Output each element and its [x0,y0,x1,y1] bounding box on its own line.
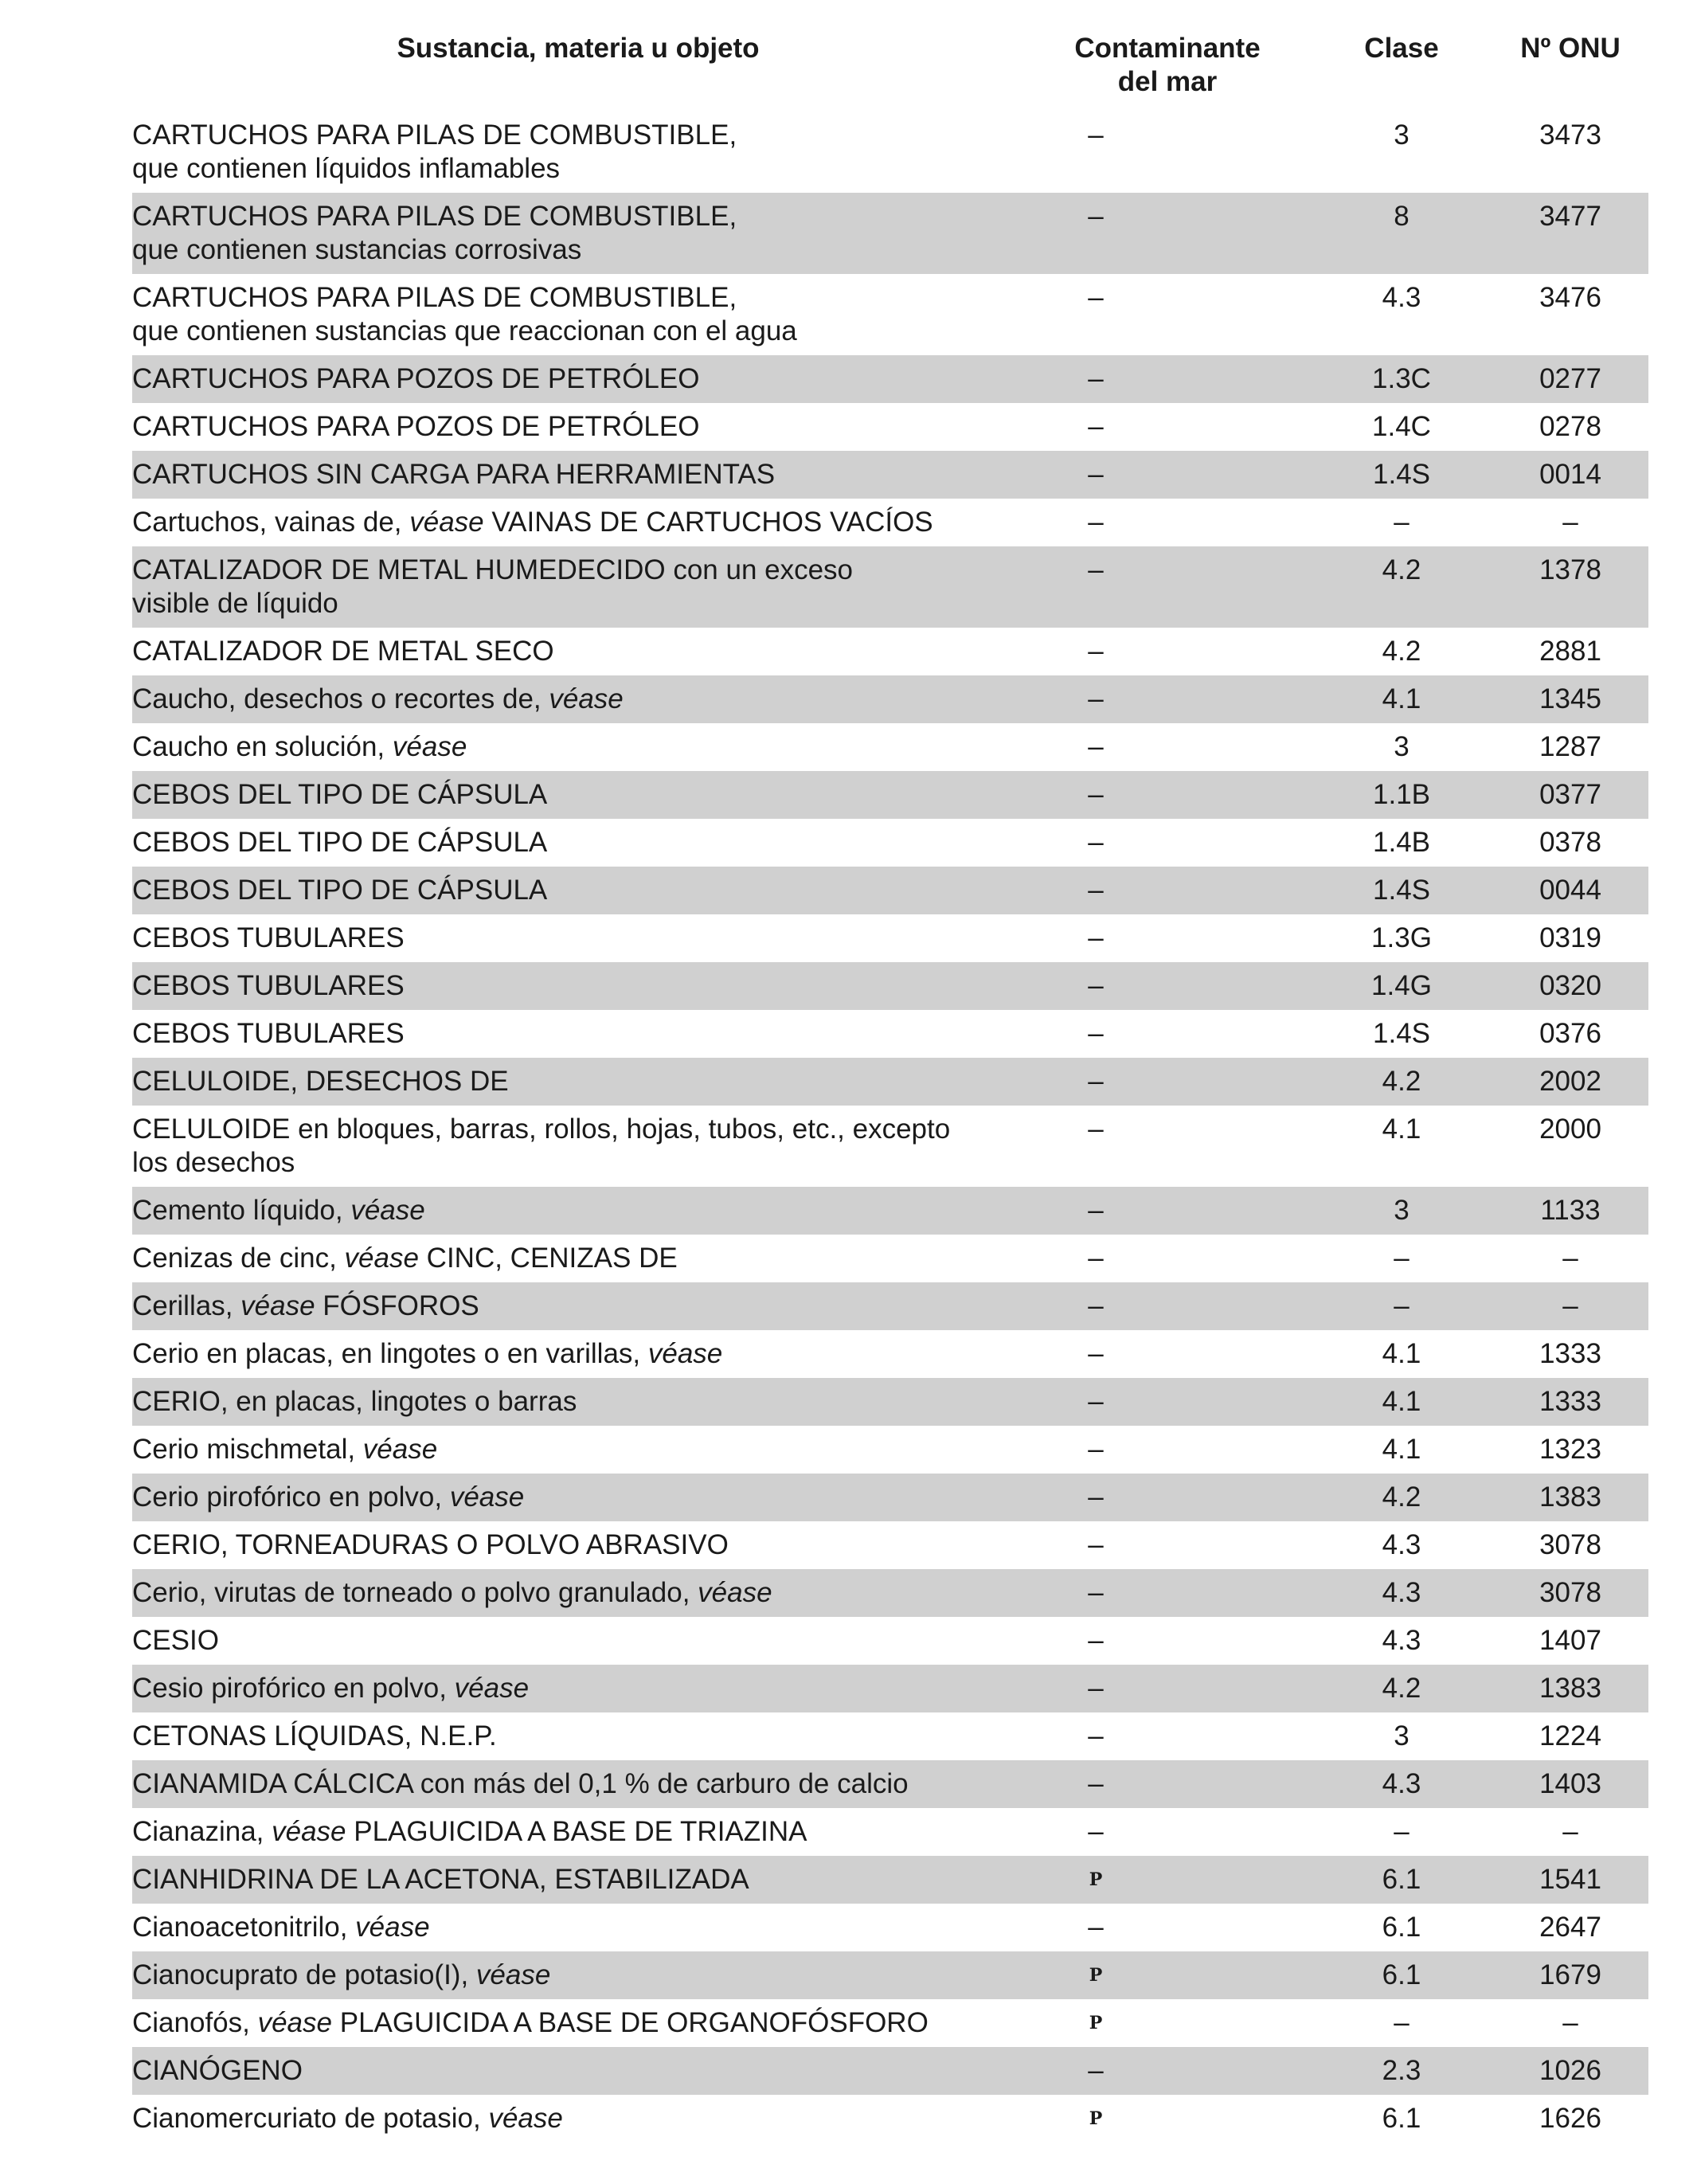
class-cell: 3 [1394,119,1410,151]
marine-pollutant-cell: – [1088,507,1104,538]
marine-pollutant-cell: – [1088,1673,1104,1704]
table-row [132,193,1648,274]
substance-text: PLAGUICIDA A BASE DE ORGANOFÓSFORO [332,2007,929,2038]
marine-pollutant-cell: – [1088,1018,1104,1049]
marine-pollutant-cell: – [1088,970,1104,1001]
un-number-cell: 1345 [1539,683,1601,714]
class-cell: 6.1 [1382,1912,1421,1943]
substance-cell [132,635,1008,668]
substance-cell [132,1242,1008,1275]
class-cell: 4.1 [1382,1434,1421,1465]
table-row [132,1330,1648,1378]
substance-text: VAINAS DE CARTUCHOS VACÍOS [483,507,933,538]
substance-cell [132,1290,1008,1323]
substance-text: Caucho en solución, [132,731,393,762]
table-row [132,1999,1648,2047]
see-reference: véase [488,2103,563,2134]
un-number-cell: – [1562,1290,1578,1321]
marine-pollutant-cell: – [1088,636,1104,667]
marine-pollutant-cell: – [1088,411,1104,442]
marine-pollutant-cell: – [1088,1481,1104,1513]
substance-cell [132,2006,1008,2040]
table-row [132,451,1648,499]
un-number-cell: 0377 [1539,779,1601,810]
substance-cell [132,506,1008,539]
marine-pollutant-cell: – [1088,1290,1104,1321]
table-row [132,819,1648,867]
substance-cell [132,1576,1008,1610]
marine-pollutant-cell: – [1088,1720,1104,1752]
un-number-cell: – [1562,1243,1578,1274]
substance-cell [132,2054,1008,2088]
un-number-cell: 1378 [1539,554,1601,585]
substance-text: Cianoacetonitrilo, [132,1912,356,1943]
un-number-cell: 2881 [1539,636,1601,667]
class-cell: 4.1 [1382,1386,1421,1417]
substance-text: FÓSFOROS [315,1290,479,1321]
substance-cell [132,683,1008,716]
substance-cell [132,778,1008,812]
class-cell: 4.2 [1382,1673,1421,1704]
un-number-cell: 0320 [1539,970,1601,1001]
class-cell: 4.2 [1382,1066,1421,1097]
un-number-cell: 3476 [1539,282,1601,313]
marine-pollutant-cell: – [1088,1816,1104,1847]
un-number-cell: – [1562,1816,1578,1847]
marine-pollutant-cell: – [1088,554,1104,585]
marine-pollutant-cell: – [1088,201,1104,232]
substance-text: Cesio pirofórico en polvo, [132,1673,455,1704]
class-cell: 8 [1394,201,1410,232]
table-header [132,32,1648,108]
table-row [132,112,1648,193]
substance-text: CEBOS TUBULARES [132,970,405,1001]
class-cell: 4.3 [1382,282,1421,313]
substance-cell [132,1767,1008,1801]
substance-cell [132,826,1008,859]
un-number-cell: – [1562,2007,1578,2038]
marine-pollutant-cell: – [1088,1114,1104,1145]
class-cell: 2.3 [1382,2055,1421,2086]
table-row [132,1904,1648,1951]
substance-text: CEBOS DEL TIPO DE CÁPSULA [132,779,548,810]
substance-cell [132,458,1008,491]
see-reference: véase [449,1481,525,1513]
substance-text: Cianofós, [132,2007,258,2038]
substance-text: CIANÓGENO [132,2055,303,2086]
substance-cell [132,1815,1008,1849]
class-cell: 1.3G [1371,922,1432,953]
substance-text: Cerio mischmetal, [132,1434,363,1465]
marine-pollutant-cell: – [1088,1912,1104,1943]
table-row [132,499,1648,546]
un-number-cell: 1333 [1539,1386,1601,1417]
substance-text: CELULOIDE, DESECHOS DE [132,1066,509,1097]
substance-cell [132,1194,1008,1227]
substance-text: CEBOS DEL TIPO DE CÁPSULA [132,827,548,858]
substance-text: Cartuchos, vainas de, [132,507,410,538]
table-row [132,1712,1648,1760]
header-marine-pollutant: Contaminante del mar [1074,33,1261,97]
see-reference: véase [647,1338,723,1369]
table-row [132,1856,1648,1904]
class-cell: 4.2 [1382,554,1421,585]
class-cell: 4.1 [1382,1338,1421,1369]
substance-cell [132,1481,1008,1514]
substance-cell [132,730,1008,764]
class-cell: 6.1 [1382,2103,1421,2134]
un-number-cell: 1287 [1539,731,1601,762]
table-row [132,1282,1648,1330]
substance-cell [132,1113,1008,1180]
table-row [132,1617,1648,1665]
class-cell: 1.4S [1373,875,1430,906]
marine-pollutant-cell: – [1088,1577,1104,1608]
un-number-cell: 2000 [1539,1114,1601,1145]
see-reference: véase [350,1195,425,1226]
un-number-cell: 1626 [1539,2103,1601,2134]
class-cell: 4.2 [1382,636,1421,667]
un-number-cell: 0277 [1539,363,1601,394]
un-number-cell: 3477 [1539,201,1601,232]
see-reference: véase [475,1959,551,1990]
substance-text: CATALIZADOR DE METAL SECO [132,636,554,667]
table-row [132,355,1648,403]
class-cell: 1.3C [1372,363,1431,394]
class-cell: 4.3 [1382,1529,1421,1560]
un-number-cell: 2647 [1539,1912,1601,1943]
marine-pollutant-cell: – [1088,363,1104,394]
class-cell: 3 [1394,1720,1410,1752]
substance-text: CARTUCHOS SIN CARGA PARA HERRAMIENTAS [132,459,776,490]
substance-cell [132,410,1008,444]
table-row [132,1808,1648,1856]
substance-cell [132,1863,1008,1896]
substance-text: CEBOS TUBULARES [132,922,405,953]
table-row [132,403,1648,451]
marine-pollutant-cell: – [1088,827,1104,858]
substance-text: CIANHIDRINA DE LA ACETONA, ESTABILIZADA [132,1864,749,1895]
see-reference: véase [392,731,467,762]
substance-cell [132,1720,1008,1753]
table-row [132,1426,1648,1474]
marine-pollutant-cell: – [1088,1386,1104,1417]
class-cell: – [1394,2007,1410,2038]
table-row [132,723,1648,771]
class-cell: 1.4S [1373,1018,1430,1049]
substance-line1: CARTUCHOS PARA PILAS DE COMBUSTIBLE, [132,201,737,232]
un-number-cell: 3078 [1539,1529,1601,1560]
un-number-cell: 1679 [1539,1959,1601,1990]
class-cell: 1.4S [1373,459,1430,490]
substance-line2: que contienen sustancias corrosivas [132,234,582,265]
substance-cell [132,1337,1008,1371]
un-number-cell: 1224 [1539,1720,1601,1752]
un-number-cell: 1383 [1539,1481,1601,1513]
un-number-cell: 3078 [1539,1577,1601,1608]
substance-text: CERIO, en placas, lingotes o barras [132,1386,577,1417]
table-row [132,1521,1648,1569]
marine-pollutant-cell: – [1088,2055,1104,2086]
marine-pollutant-cell: P [1089,1965,1103,1986]
substance-text: Cerio pirofórico en polvo, [132,1481,450,1513]
table-row [132,1058,1648,1106]
header-un-number: Nº ONU [1520,33,1621,64]
class-cell: – [1394,1816,1410,1847]
substance-text: CINC, CENIZAS DE [418,1243,678,1274]
marine-pollutant-cell: P [1089,2108,1103,2129]
substance-text: Caucho, desechos o recortes de, [132,683,549,714]
substance-text: PLAGUICIDA A BASE DE TRIAZINA [346,1816,807,1847]
substance-text: Cerio, virutas de torneado o polvo granulado, [132,1577,698,1608]
marine-pollutant-cell: – [1088,1195,1104,1226]
marine-pollutant-cell: – [1088,1434,1104,1465]
substance-cell [132,969,1008,1003]
table-row [132,867,1648,914]
substance-text: Cemento líquido, [132,1195,351,1226]
substance-cell [132,1385,1008,1419]
marine-pollutant-cell: – [1088,779,1104,810]
table-row [132,1665,1648,1712]
class-cell: 1.4G [1371,970,1432,1001]
marine-pollutant-cell: – [1088,1243,1104,1274]
un-number-cell: 1323 [1539,1434,1601,1465]
substance-text: Cerillas, [132,1290,241,1321]
class-cell: 4.2 [1382,1481,1421,1513]
un-number-cell: 1026 [1539,2055,1601,2086]
header-class: Clase [1364,33,1439,64]
table-row [132,675,1648,723]
table-row [132,914,1648,962]
table-row [132,274,1648,355]
marine-pollutant-cell: – [1088,1768,1104,1799]
class-cell: 4.1 [1382,683,1421,714]
see-reference: véase [454,1673,530,1704]
substance-text: CEBOS DEL TIPO DE CÁPSULA [132,875,548,906]
marine-pollutant-cell: – [1088,1338,1104,1369]
substance-line1: CELULOIDE en bloques, barras, rollos, hojas, tubos, etc., excepto [132,1114,951,1145]
un-number-cell: 1407 [1539,1625,1601,1656]
marine-pollutant-cell: – [1088,1529,1104,1560]
un-number-cell: 1403 [1539,1768,1601,1799]
substance-text: Cenizas de cinc, [132,1243,345,1274]
substance-cell [132,1911,1008,1944]
table-row [132,1187,1648,1235]
substance-text: CARTUCHOS PARA POZOS DE PETRÓLEO [132,411,700,442]
table-row [132,1010,1648,1058]
substance-cell [132,2102,1008,2135]
marine-pollutant-cell: – [1088,731,1104,762]
class-cell: – [1394,507,1410,538]
un-number-cell: – [1562,507,1578,538]
marine-pollutant-cell: – [1088,119,1104,151]
substance-cell [132,1017,1008,1051]
substance-cell [132,1672,1008,1705]
see-reference: véase [355,1912,430,1943]
substance-text: CESIO [132,1625,219,1656]
un-number-cell: 1333 [1539,1338,1601,1369]
substance-cell [132,922,1008,955]
class-cell: 1.4B [1373,827,1430,858]
substance-line1: CARTUCHOS PARA PILAS DE COMBUSTIBLE, [132,282,737,313]
marine-pollutant-cell: – [1088,922,1104,953]
see-reference: véase [240,1290,315,1321]
substance-text: Cianomercuriato de potasio, [132,2103,489,2134]
substance-line2: los desechos [132,1147,295,1178]
class-cell: 6.1 [1382,1864,1421,1895]
substance-text: Cerio en placas, en lingotes o en varillas, [132,1338,648,1369]
class-cell: 1.1B [1373,779,1430,810]
table-row [132,2095,1648,2143]
substance-cell [132,362,1008,396]
substance-text: CERIO, TORNEADURAS O POLVO ABRASIVO [132,1529,729,1560]
marine-pollutant-cell: – [1088,459,1104,490]
marine-pollutant-cell: – [1088,1066,1104,1097]
table-row [132,771,1648,819]
substance-line2: que contienen sustancias que reaccionan con el agua [132,315,797,346]
see-reference: véase [409,507,484,538]
table-row [132,546,1648,628]
substance-cell [132,281,1008,348]
substance-text: CARTUCHOS PARA POZOS DE PETRÓLEO [132,363,700,394]
substance-cell [132,1624,1008,1658]
class-cell: 3 [1394,1195,1410,1226]
marine-pollutant-cell: – [1088,282,1104,313]
class-cell: 3 [1394,731,1410,762]
marine-pollutant-cell: P [1089,2013,1103,2033]
table-row [132,1760,1648,1808]
class-cell: 4.1 [1382,1114,1421,1145]
class-cell: – [1394,1243,1410,1274]
table-row [132,1951,1648,1999]
table-row [132,2047,1648,2095]
table-row [132,1474,1648,1521]
table-row [132,1378,1648,1426]
table-row [132,1235,1648,1282]
see-reference: véase [698,1577,772,1608]
class-cell: 4.3 [1382,1768,1421,1799]
substance-text: CEBOS TUBULARES [132,1018,405,1049]
header-substance: Sustancia, materia u objeto [397,33,760,64]
un-number-cell: 1133 [1540,1195,1601,1226]
see-reference: véase [257,2007,332,2038]
un-number-cell: 2002 [1539,1066,1601,1097]
class-cell: 4.3 [1382,1625,1421,1656]
class-cell: 1.4C [1372,411,1431,442]
class-cell: – [1394,1290,1410,1321]
substance-text: CIANAMIDA CÁLCICA con más del 0,1 % de carburo de calcio [132,1768,909,1799]
marine-pollutant-cell: – [1088,683,1104,714]
substance-line2: visible de líquido [132,588,338,619]
un-number-cell: 0014 [1539,459,1601,490]
substance-cell [132,200,1008,267]
substance-cell [132,1959,1008,1992]
see-reference: véase [549,683,624,714]
see-reference: véase [272,1816,346,1847]
un-number-cell: 3473 [1539,119,1601,151]
un-number-cell: 0278 [1539,411,1601,442]
table-row [132,628,1648,675]
see-reference: véase [362,1434,438,1465]
marine-pollutant-cell: P [1089,1869,1103,1890]
substance-text: Cianocuprato de potasio(I), [132,1959,476,1990]
see-reference: véase [344,1243,419,1274]
table-row [132,962,1648,1010]
substance-text: Cianazina, [132,1816,272,1847]
class-cell: 6.1 [1382,1959,1421,1990]
un-number-cell: 0378 [1539,827,1601,858]
substance-cell [132,1065,1008,1098]
table-row [132,1569,1648,1617]
substance-text: CETONAS LÍQUIDAS, N.E.P. [132,1720,497,1752]
substance-line2: que contienen líquidos inflamables [132,153,561,184]
un-number-cell: 1383 [1539,1673,1601,1704]
substance-cell [132,1528,1008,1562]
un-number-cell: 0319 [1539,922,1601,953]
table-body [132,112,1648,2143]
un-number-cell: 0044 [1539,875,1601,906]
substance-cell [132,1433,1008,1466]
substance-cell [132,874,1008,907]
substance-line1: CATALIZADOR DE METAL HUMEDECIDO con un exceso [132,554,854,585]
un-number-cell: 1541 [1539,1864,1601,1895]
substance-cell [132,554,1008,620]
class-cell: 4.3 [1382,1577,1421,1608]
marine-pollutant-cell: – [1088,1625,1104,1656]
substance-cell [132,119,1008,186]
un-number-cell: 0376 [1539,1018,1601,1049]
substance-line1: CARTUCHOS PARA PILAS DE COMBUSTIBLE, [132,119,737,151]
table-row [132,1106,1648,1187]
marine-pollutant-cell: – [1088,875,1104,906]
